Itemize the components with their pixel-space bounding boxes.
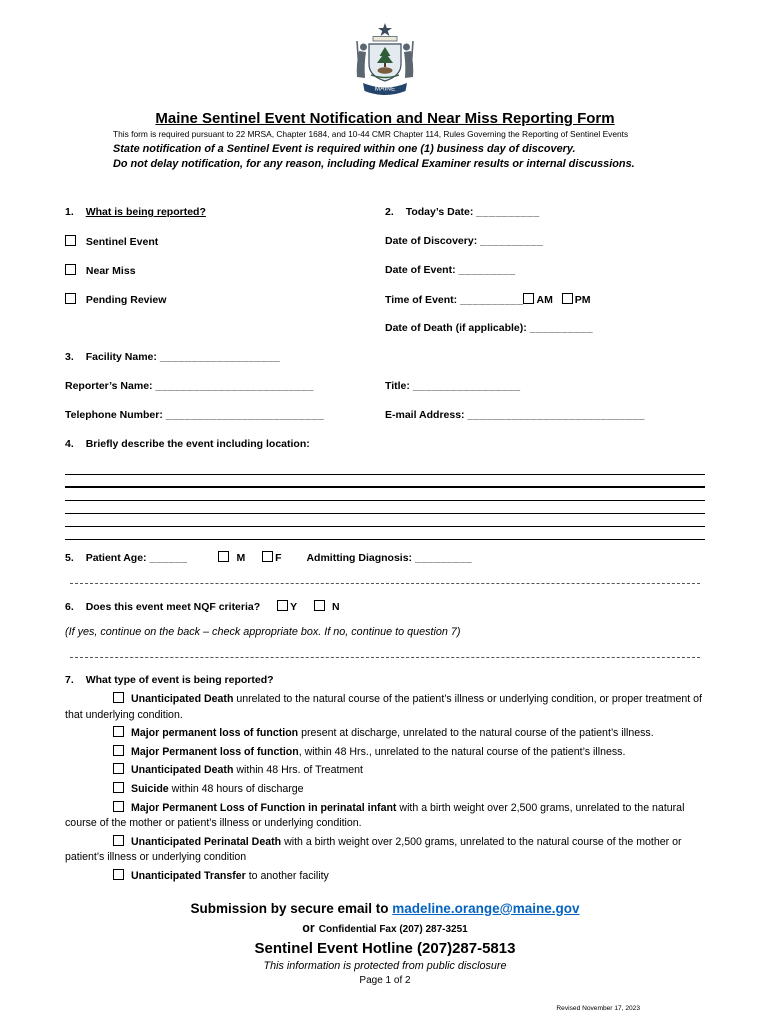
event-type-item [65,726,705,742]
or-text: or [302,920,315,935]
description-line[interactable] [65,501,705,514]
unanticipated-death-checkbox[interactable] [113,692,124,703]
pending-review-label: Pending Review [85,294,167,306]
reporter-name-blank[interactable]: _________________________ [155,380,314,392]
question-4-number: 4. [65,438,74,450]
item-bold-text: Major permanent loss of function [131,727,299,740]
pm-label: PM [574,294,591,306]
submission-line [65,901,705,916]
female-checkbox[interactable] [262,551,273,562]
option-near-miss [65,264,385,278]
maine-state-seal-icon [348,22,422,104]
description-line[interactable] [65,462,705,475]
perinatal-death-checkbox[interactable] [113,835,124,846]
near-miss-label: Near Miss [85,265,136,277]
item-bold-text: Unanticipated Transfer [131,869,246,882]
event-type-item [65,782,705,798]
item-rest-text: to another facility [245,869,329,882]
description-line[interactable] [65,475,705,488]
death-48hrs-checkbox[interactable] [113,763,124,774]
telephone-blank[interactable]: _________________________ [165,409,325,421]
item-bold-text: Suicide [131,782,169,795]
question-1-label: What is being reported? [85,206,206,218]
item-bold-text: Unanticipated Perinatal Death [131,835,282,848]
male-label: M [236,552,246,564]
option-sentinel-event [65,235,385,249]
item-rest-text: with a birth weight over 2,500 grams, unrelated to the natural course of the mother or patient’s illness or underlying condition [65,835,682,864]
revision-date: Revised November 17, 2023 [556,1005,640,1012]
item-bold-text: Major Permanent loss of function [131,745,299,758]
dashed-separator [70,583,700,584]
dashed-separator [70,657,700,658]
option-pending-review [65,293,385,307]
question-7-header [65,674,705,686]
question-6 [65,600,705,613]
submission-prefix: Submission by secure email to [190,900,393,916]
event-type-item [65,763,705,779]
major-loss-48hrs-checkbox[interactable] [113,745,124,756]
near-miss-checkbox[interactable] [65,264,76,275]
date-of-death-label: Date of Death (if applicable): [385,322,527,334]
time-of-event-label: Time of Event: [385,294,458,306]
statute-line: This form is required pursuant to 22 MRSA, Chapter 1684, and 10-44 CMR Chapter 114, Rules Governing the Reporting of Sentinel Events [113,129,629,139]
question-3 [65,351,705,423]
telephone-label: Telephone Number: [65,409,163,421]
nqf-yes-label: Y [290,601,298,613]
description-lines [65,462,705,540]
notice-line-1: State notification of a Sentinel Event is required within one (1) business day of discovery. [113,143,576,155]
pm-checkbox[interactable] [562,293,573,304]
description-line[interactable] [65,527,705,540]
male-checkbox[interactable] [218,551,229,562]
event-type-item [65,745,705,761]
sentinel-event-label: Sentinel Event [85,236,159,248]
page-number: Page 1 of 2 [359,974,411,986]
female-label: F [275,552,282,564]
todays-date-label: Today’s Date: [405,206,474,218]
item-bold-text: Major Permanent Loss of Function in perinatal infant [131,801,397,814]
nqf-no-checkbox[interactable] [314,600,325,611]
item-bold-text: Unanticipated Death [131,764,234,777]
question-7-number: 7. [65,674,74,686]
seal-container [65,22,705,104]
patient-age-blank[interactable]: ______ [149,552,188,564]
public-disclosure-note: This information is protected from public disclosure [263,959,507,972]
event-type-item [65,869,705,885]
description-line[interactable] [65,514,705,527]
major-loss-discharge-checkbox[interactable] [113,726,124,737]
item-rest-text: unrelated to the natural course of the patient’s illness or underlying condition, or proper treatment of that underlying condition. [65,693,702,721]
question-6-number: 6. [65,601,74,613]
question-3-number: 3. [65,351,74,363]
suicide-checkbox[interactable] [113,782,124,793]
fax-line [65,921,705,935]
unanticipated-transfer-checkbox[interactable] [113,869,124,880]
facility-name-label: Facility Name: [85,351,157,363]
hotline: Sentinel Event Hotline (207)287-5813 [254,939,516,957]
pending-review-checkbox[interactable] [65,293,76,304]
sentinel-event-checkbox[interactable] [65,235,76,246]
question-1 [65,206,385,351]
nqf-yes-checkbox[interactable] [277,600,288,611]
event-type-item [65,835,705,866]
event-type-item [65,692,705,723]
reporter-title-label: Title: [385,380,410,392]
perinatal-loss-checkbox[interactable] [113,801,124,812]
patient-age-label: Patient Age: [85,552,147,564]
date-of-event-blank[interactable]: _________ [458,264,516,276]
email-address-blank[interactable]: ____________________________ [467,409,645,421]
event-type-item [65,801,705,832]
item-rest-text: with a birth weight over 2,500 grams, unrelated to the natural course of the mother or patient’s illness or underlying condition. [65,801,685,830]
nqf-criteria-label: Does this event meet NQF criteria? [85,601,261,613]
question-2-number: 2. [385,206,394,218]
nqf-no-label: N [332,601,340,613]
questions-1-2 [65,206,705,351]
event-type-label: What type of event is being reported? [85,674,274,686]
admitting-diagnosis-blank[interactable]: _________ [414,552,473,564]
confidential-fax: Confidential Fax (207) 287-3251 [318,923,468,935]
describe-event-label: Briefly describe the event including location: [85,438,310,450]
item-rest-text: within 48 hours of discharge [168,782,304,795]
time-of-event-blank[interactable]: __________ [460,294,524,306]
notice-line-2: Do not delay notification, for any reason, including Medical Examiner results or internal discussions. [113,158,635,170]
reporter-name-label: Reporter’s Name: [65,380,153,392]
am-label: AM [536,294,553,306]
date-of-discovery-label: Date of Discovery: [385,235,478,247]
item-rest-text: , within 48 Hrs., unrelated to the natural course of the patient’s illness. [298,745,626,758]
nqf-note: (If yes, continue on the back – check appropriate box. If no, continue to question 7) [65,626,461,638]
item-rest-text: present at discharge, unrelated to the natural course of the patient’s illness. [298,727,654,740]
todays-date-blank[interactable]: __________ [476,206,540,218]
description-line[interactable] [65,488,705,501]
question-5 [65,551,705,564]
question-5-number: 5. [65,552,74,564]
item-rest-text: within 48 Hrs. of Treatment [233,764,363,777]
am-checkbox[interactable] [523,293,534,304]
date-of-death-blank[interactable]: __________ [529,322,594,334]
facility-name-blank[interactable]: ___________________ [159,351,281,363]
question-4 [65,438,705,540]
date-of-discovery-blank[interactable]: __________ [480,235,544,247]
email-address-label: E-mail Address: [385,409,465,421]
date-of-event-label: Date of Event: [385,264,456,276]
seal-motto: MAINE [374,85,396,93]
admitting-diagnosis-label: Admitting Diagnosis: [306,552,413,564]
question-1-number: 1. [65,206,74,218]
footer [65,901,705,986]
reporter-title-blank[interactable]: _________________ [412,380,521,392]
secure-email-link[interactable]: madeline.orange@maine.gov [392,900,580,916]
item-bold-text: Unanticipated Death [131,693,234,705]
page-title: Maine Sentinel Event Notification and Near Miss Reporting Form [155,110,615,127]
question-2 [385,206,705,351]
